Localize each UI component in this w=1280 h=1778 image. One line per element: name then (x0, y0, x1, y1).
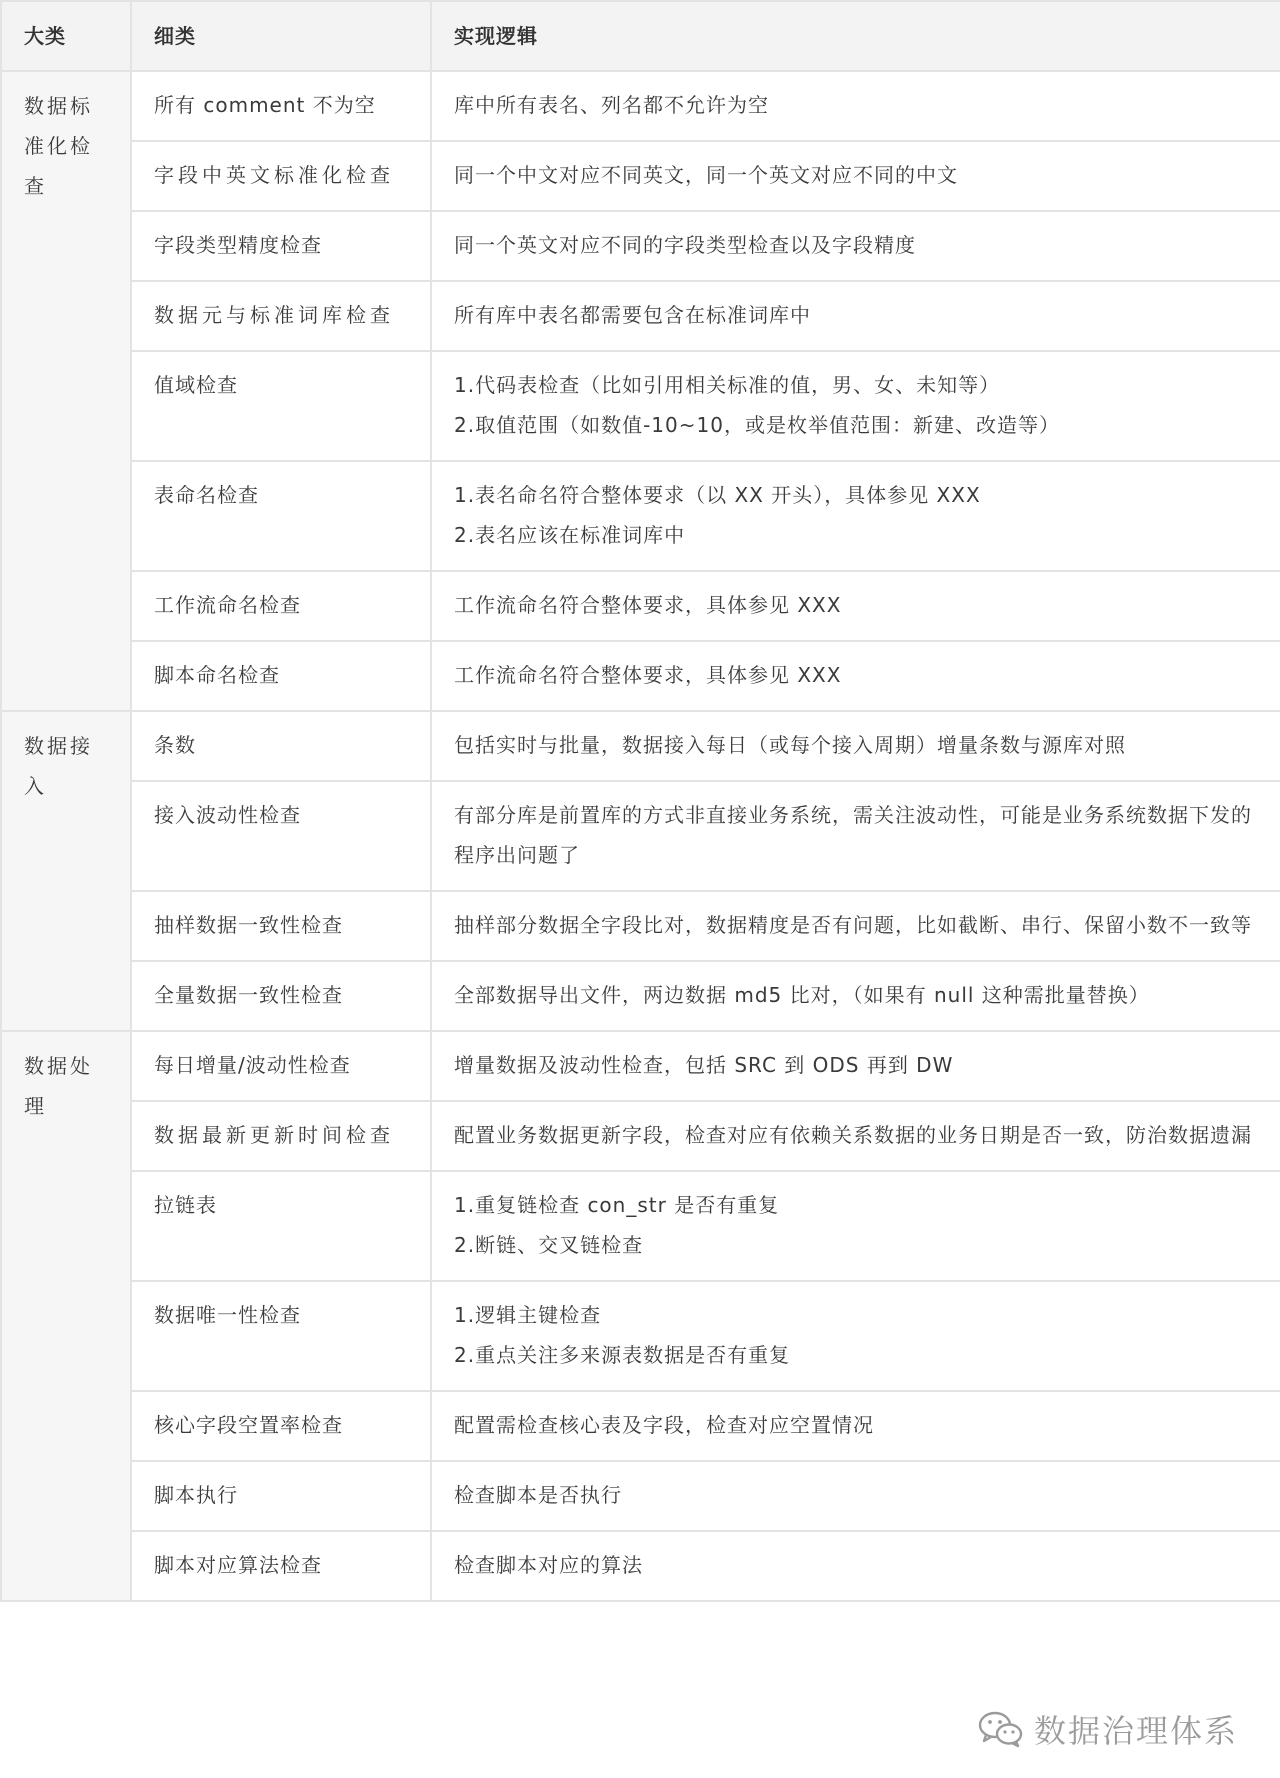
logic-line: 包括实时与批量，数据接入每日（或每个接入周期）增量条数与源库对照 (454, 733, 1126, 757)
logic-cell (431, 461, 1280, 571)
table-row (1, 571, 1280, 641)
subcategory-cell: 全量数据一致性检查 (131, 961, 431, 1031)
logic-cell (431, 1391, 1280, 1461)
subcategory-cell: 数据元与标准词库检查 (131, 281, 431, 351)
subcategory-cell: 数据最新更新时间检查 (131, 1101, 431, 1171)
table-row (1, 1391, 1280, 1461)
logic-cell (431, 641, 1280, 711)
logic-line: 抽样部分数据全字段比对，数据精度是否有问题，比如截断、串行、保留小数不一致等 (454, 913, 1252, 937)
table-row (1, 461, 1280, 571)
header-category: 大类 (1, 1, 131, 71)
subcategory-cell: 字段类型精度检查 (131, 211, 431, 281)
table-row (1, 1101, 1280, 1171)
table-row (1, 1531, 1280, 1601)
table-row (1, 1461, 1280, 1531)
subcategory-cell: 脚本命名检查 (131, 641, 431, 711)
subcategory-cell: 所有 comment 不为空 (131, 71, 431, 141)
logic-line: 配置业务数据更新字段，检查对应有依赖关系数据的业务日期是否一致，防治数据遗漏 (454, 1123, 1252, 1147)
subcategory-cell: 数据唯一性检查 (131, 1281, 431, 1391)
logic-line: 检查脚本对应的算法 (454, 1553, 643, 1577)
logic-line: 2.表名应该在标准词库中 (454, 523, 686, 547)
logic-line: 1.表名命名符合整体要求（以 XX 开头），具体参见 XXX (454, 483, 981, 507)
subcategory-cell: 表命名检查 (131, 461, 431, 571)
table-row (1, 351, 1280, 461)
logic-line: 库中所有表名、列名都不允许为空 (454, 93, 769, 117)
table-row (1, 781, 1280, 891)
logic-line: 同一个英文对应不同的字段类型检查以及字段精度 (454, 233, 916, 257)
logic-cell (431, 351, 1280, 461)
logic-cell (431, 1281, 1280, 1391)
watermark (978, 1706, 1238, 1752)
logic-cell (431, 891, 1280, 961)
logic-line: 检查脚本是否执行 (454, 1483, 622, 1507)
logic-line: 2.断链、交叉链检查 (454, 1233, 644, 1257)
logic-line: 1.逻辑主键检查 (454, 1303, 602, 1327)
logic-cell (431, 1031, 1280, 1101)
logic-line: 2.取值范围（如数值-10~10，或是枚举值范围：新建、改造等） (454, 413, 1060, 437)
logic-line: 有部分库是前置库的方式非直接业务系统，需关注波动性，可能是业务系统数据下发的程序出问题了 (454, 803, 1252, 867)
table-row (1, 281, 1280, 351)
watermark-text: 数据治理体系 (1033, 1712, 1238, 1750)
subcategory-cell: 脚本执行 (131, 1461, 431, 1531)
category-cell: 数据标准化检查 (1, 71, 131, 711)
category-cell: 数据接入 (1, 711, 131, 1031)
logic-cell (431, 571, 1280, 641)
logic-line: 增量数据及波动性检查，包括 SRC 到 ODS 再到 DW (454, 1053, 954, 1077)
category-cell: 数据处理 (1, 1031, 131, 1601)
logic-cell (431, 961, 1280, 1031)
table-row (1, 641, 1280, 711)
logic-line: 2.重点关注多来源表数据是否有重复 (454, 1343, 791, 1367)
logic-cell (431, 781, 1280, 891)
subcategory-cell: 工作流命名检查 (131, 571, 431, 641)
subcategory-cell: 接入波动性检查 (131, 781, 431, 891)
table-row (1, 891, 1280, 961)
subcategory-cell: 每日增量/波动性检查 (131, 1031, 431, 1101)
logic-line: 所有库中表名都需要包含在标准词库中 (454, 303, 811, 327)
logic-line: 1.重复链检查 con_str 是否有重复 (454, 1193, 780, 1217)
subcategory-cell: 抽样数据一致性检查 (131, 891, 431, 961)
subcategory-cell: 核心字段空置率检查 (131, 1391, 431, 1461)
header-subcategory: 细类 (131, 1, 431, 71)
logic-line: 同一个中文对应不同英文，同一个英文对应不同的中文 (454, 163, 958, 187)
logic-cell (431, 711, 1280, 781)
logic-line: 1.代码表检查（比如引用相关标准的值，男、女、未知等） (454, 373, 1001, 397)
logic-line: 工作流命名符合整体要求，具体参见 XXX (454, 663, 842, 687)
logic-cell (431, 211, 1280, 281)
subcategory-cell: 拉链表 (131, 1171, 431, 1281)
logic-line: 全部数据导出文件，两边数据 md5 比对，（如果有 null 这种需批量替换） (454, 983, 1150, 1007)
table-row (1, 711, 1280, 781)
table-row (1, 211, 1280, 281)
table-row (1, 1281, 1280, 1391)
table-row (1, 141, 1280, 211)
subcategory-cell: 脚本对应算法检查 (131, 1531, 431, 1601)
table-row (1, 71, 1280, 141)
logic-cell (431, 1461, 1280, 1531)
logic-cell (431, 141, 1280, 211)
table-row (1, 1031, 1280, 1101)
table-header-row (1, 1, 1280, 71)
logic-cell (431, 1171, 1280, 1281)
logic-line: 配置需检查核心表及字段，检查对应空置情况 (454, 1413, 874, 1437)
logic-cell (431, 281, 1280, 351)
table-row (1, 961, 1280, 1031)
header-logic: 实现逻辑 (431, 1, 1280, 71)
subcategory-cell: 字段中英文标准化检查 (131, 141, 431, 211)
subcategory-cell: 条数 (131, 711, 431, 781)
logic-cell (431, 71, 1280, 141)
logic-line: 工作流命名符合整体要求，具体参见 XXX (454, 593, 842, 617)
subcategory-cell: 值域检查 (131, 351, 431, 461)
table-row (1, 1171, 1280, 1281)
wechat-icon (978, 1710, 1024, 1748)
logic-cell (431, 1101, 1280, 1171)
logic-cell (431, 1531, 1280, 1601)
